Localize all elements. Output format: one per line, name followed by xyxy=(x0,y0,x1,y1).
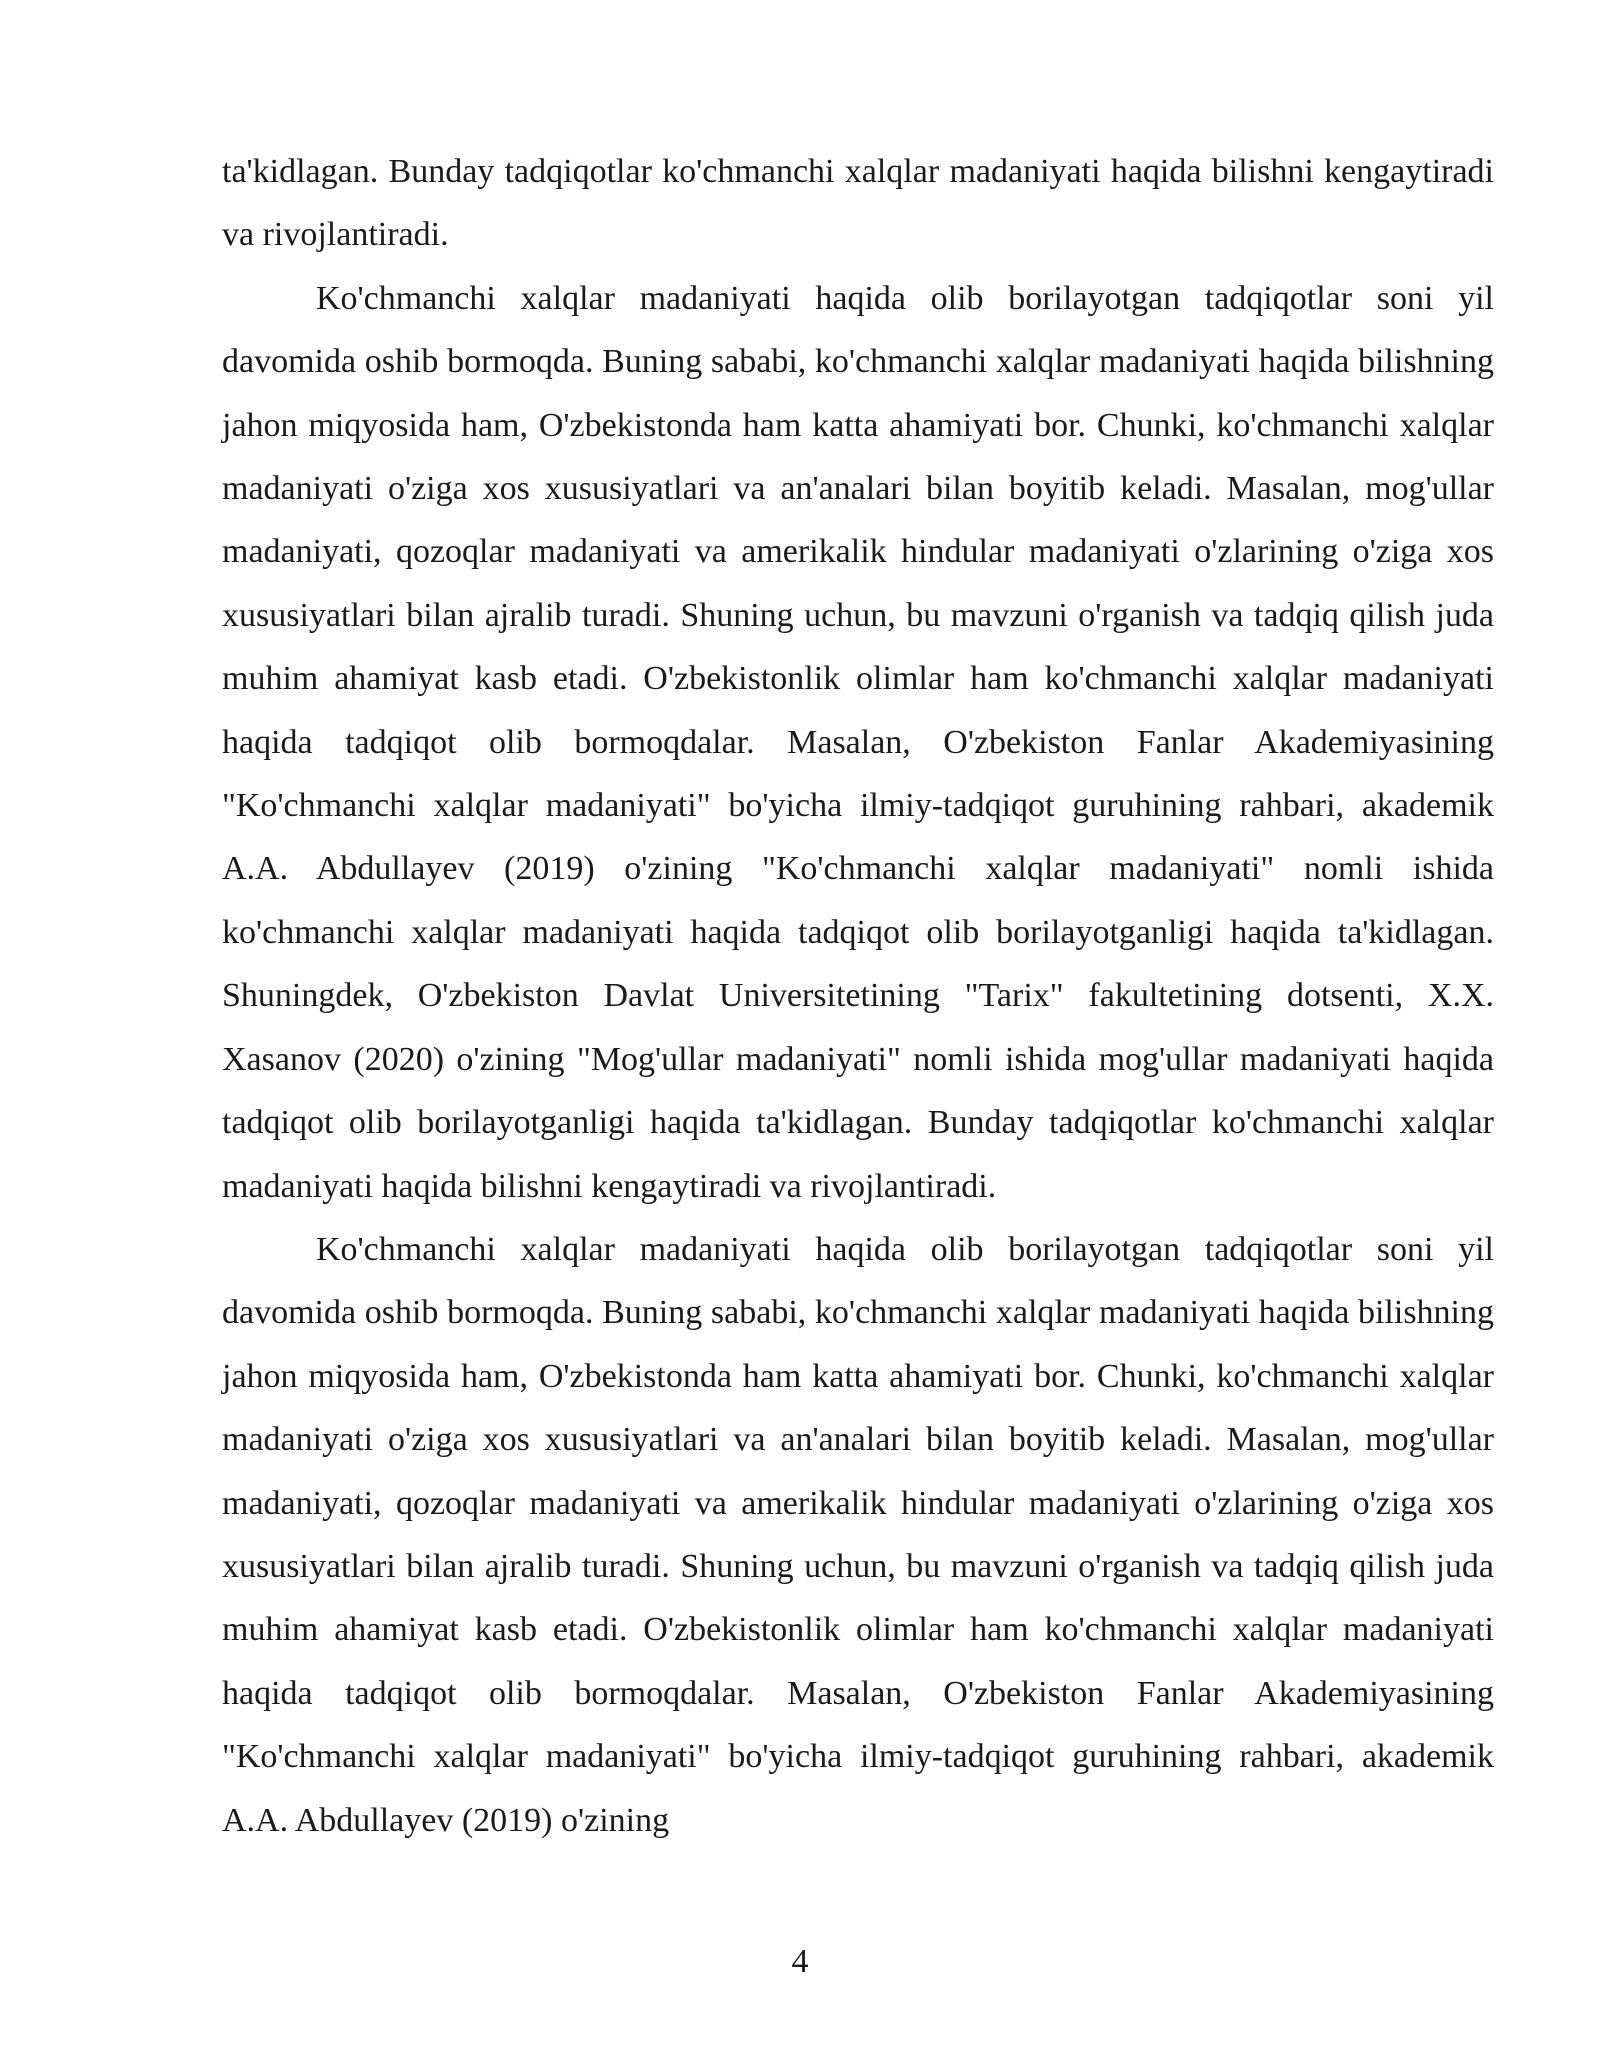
paragraph: Ko'chmanchi xalqlar madaniyati haqida olib borilayotgan tadqiqotlar soni yil davomida oshib bormoqda. Buning sababi, ko'chmanchi xalqlar madaniyati haqida bilishning jahon miqyosida ham, O'zbekistonda ham katta ahamiyati bor. Chunki, ko'chmanchi xalqlar madaniyati o'ziga xos xususiyatlari va an'analari bilan boyitib keladi. Masalan, mog'ullar madaniyati, qozoqlar madaniyati va amerikalik hindular madaniyati o'zlarining o'ziga xos xususiyatlari bilan ajralib turadi. Shuning uchun, bu mavzuni o'rganish va tadqiq qilish juda muhim ahamiyat kasb etadi. O'zbekistonlik olimlar ham ko'chmanchi xalqlar madaniyati haqida tadqiqot olib bormoqdalar. Masalan, O'zbekiston Fanlar Akademiyasining "Ko'chmanchi xalqlar madaniyati" bo'yicha ilmiy-tadqiqot guruhining rahbari, akademik A.A. Abdullayev (2019) o'zining "Ko'chmanchi xalqlar madaniyati" nomli ishida ko'chmanchi xalqlar madaniyati haqida tadqiqot olib borilayotganligi haqida ta'kidlagan. Shuningdek, O'zbekiston Davlat Universitetining "Tarix" fakultetining dotsenti, X.X. Xasanov (2020) o'zining "Mog'ullar madaniyati" nomli ishida mog'ullar madaniyati haqida tadqiqot olib borilayotganligi haqida ta'kidlagan. Bunday tadqiqotlar ko'chmanchi xalqlar madaniyati haqida bilishni kengaytiradi va rivojlantiradi. xyxy=(222,279,1494,1205)
paragraph-continuation: ta'kidlagan. Bunday tadqiqotlar ko'chmanchi xalqlar madaniyati haqida bilishni kengaytiradi va rivojlantiradi. xyxy=(222,153,1494,254)
body-text xyxy=(222,140,1494,1852)
page-number: 4 xyxy=(791,1943,809,1980)
paragraph: Ko'chmanchi xalqlar madaniyati haqida olib borilayotgan tadqiqotlar soni yil davomida oshib bormoqda. Buning sababi, ko'chmanchi xalqlar madaniyati haqida bilishning jahon miqyosida ham, O'zbekistonda ham katta ahamiyati bor. Chunki, ko'chmanchi xalqlar madaniyati o'ziga xos xususiyatlari va an'analari bilan boyitib keladi. Masalan, mog'ullar madaniyati, qozoqlar madaniyati va amerikalik hindular madaniyati o'zlarining o'ziga xos xususiyatlari bilan ajralib turadi. Shuning uchun, bu mavzuni o'rganish va tadqiq qilish juda muhim ahamiyat kasb etadi. O'zbekistonlik olimlar ham ko'chmanchi xalqlar madaniyati haqida tadqiqot olib bormoqdalar. Masalan, O'zbekiston Fanlar Akademiyasining "Ko'chmanchi xalqlar madaniyati" bo'yicha ilmiy-tadqiqot guruhining rahbari, akademik A.A. Abdullayev (2019) o'zining xyxy=(222,1230,1494,1839)
